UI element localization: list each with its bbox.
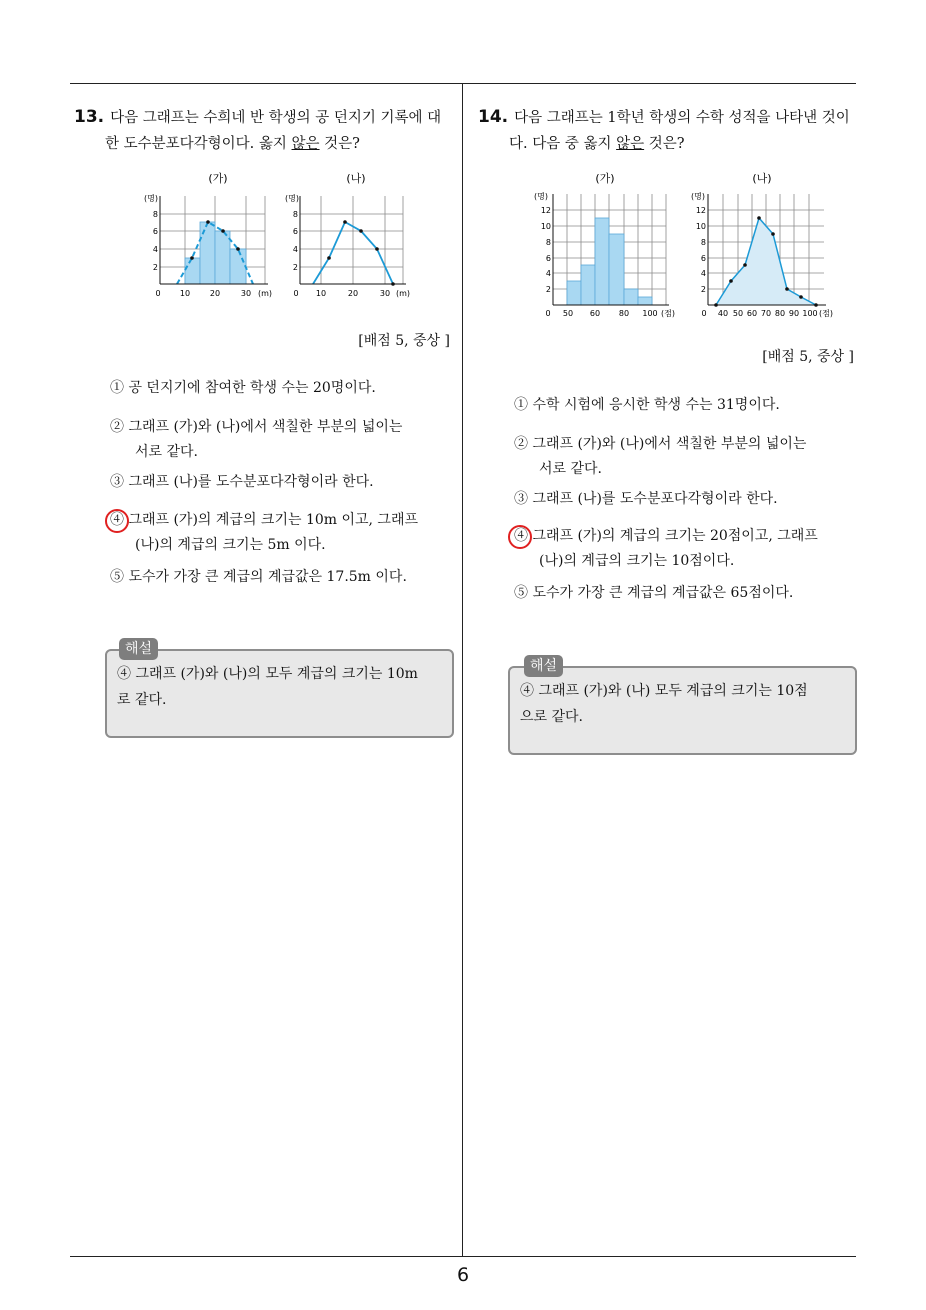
q14-na-point <box>743 263 747 267</box>
q14-ga-xtick: 100 <box>642 309 658 318</box>
q14-option-2-text2: 서로 같다. <box>539 461 602 477</box>
q13-option-5-num: ⑤ <box>110 569 124 585</box>
q13-text-line1: 다음 그래프는 수희네 반 학생의 공 던지기 기록에 대 <box>110 110 442 126</box>
q13-solution-box <box>105 649 454 738</box>
q13-text-line2a: 한 도수분포다각형이다. 옳지 <box>105 136 292 152</box>
q13-ga-point <box>221 229 225 233</box>
bottom-rule <box>70 1256 856 1257</box>
q14-ga-ytick: 8 <box>545 238 551 247</box>
q14-option-3[interactable] <box>514 487 859 512</box>
q14-na-xtick: 60 <box>746 309 758 318</box>
q14-ga-title: (가) <box>595 172 615 185</box>
q13-option-3-text: 그래프 (나)를 도수분포다각형이라 한다. <box>128 474 374 490</box>
q13-text-line2b: 것은? <box>319 136 360 152</box>
q14-option-3-num: ③ <box>514 491 528 507</box>
q14-ga-ytick: 4 <box>545 269 551 278</box>
q14-ga-bar <box>595 218 609 305</box>
q14-text-line2b: 것은? <box>644 136 685 152</box>
q13-na-point <box>327 256 331 260</box>
q14-na-xlabel: (점) <box>819 309 833 318</box>
q13-option-2-num: ② <box>110 419 124 435</box>
q14-option-4[interactable] <box>514 524 859 574</box>
q14-na-xtick: 50 <box>732 309 744 318</box>
q14-option-4-num: ④ <box>514 528 528 544</box>
q14-ga-bar <box>609 234 624 305</box>
q14-na-point <box>799 295 803 299</box>
q14-na-point <box>729 279 733 283</box>
q14-na-xtick: 90 <box>788 309 800 318</box>
q13-option-1-num: ① <box>110 380 124 396</box>
q13-ga-ytick: 2 <box>152 263 158 272</box>
q13-na-ytick: 6 <box>292 227 298 236</box>
q13-na-point <box>359 229 363 233</box>
q13-solution-line2: 로 같다. <box>117 692 167 708</box>
q14-option-1-num: ① <box>514 397 528 413</box>
q13-na-xlabel: (m) <box>396 289 411 298</box>
q14-na-ytick: 4 <box>700 269 706 278</box>
q13-ga-point <box>206 220 210 224</box>
q14-na-point <box>757 216 761 220</box>
q13-solution-tag: 해설 <box>119 638 158 660</box>
q14-option-2-num: ② <box>514 436 528 452</box>
q14-option-2-text: 그래프 (가)와 (나)에서 색칠한 부분의 넓이는 <box>532 436 807 452</box>
q13-ga-bar <box>215 231 230 284</box>
q13-option-1-text: 공 던지기에 참여한 학생 수는 20명이다. <box>128 380 376 396</box>
q14-ga-xtick: 0 <box>545 309 551 318</box>
q14-ga-ytick: 10 <box>540 222 551 231</box>
q13-ga-point <box>236 247 240 251</box>
q14-na-ytick: 8 <box>700 238 706 247</box>
q14-na-title: (나) <box>752 172 772 185</box>
q14-option-5[interactable] <box>514 581 859 606</box>
q14-ga-ylabel: (명) <box>534 192 548 201</box>
column-divider <box>462 84 463 1256</box>
q13-na-ytick: 8 <box>292 210 298 219</box>
q13-na-ylabel: (명) <box>285 194 299 203</box>
q14-na-ytick: 10 <box>695 222 706 231</box>
q14-option-1[interactable] <box>514 393 859 418</box>
q13-underlined-word: 않은 <box>291 136 320 152</box>
q14-option-1-text: 수학 시험에 응시한 학생 수는 31명이다. <box>532 397 780 413</box>
q13-na-ytick: 4 <box>292 245 298 254</box>
q14-ga-xtick: 80 <box>618 309 630 318</box>
q13-na-title: (나) <box>346 172 366 185</box>
q13-option-5-text: 도수가 가장 큰 계급의 계급값은 17.5m 이다. <box>128 569 407 585</box>
q13-ga-ytick: 6 <box>152 227 158 236</box>
q14-na-ylabel: (명) <box>691 192 705 201</box>
q14-option-2[interactable] <box>514 432 859 482</box>
q14-text-line1: 다음 그래프는 1학년 학생의 수학 성적을 나타낸 것이 <box>514 110 850 126</box>
q14-solution-box <box>508 666 857 755</box>
q13-question <box>74 104 459 157</box>
q14-text-line2a: 다. 다음 중 옳지 <box>509 136 617 152</box>
q14-na-point <box>771 232 775 236</box>
q13-ga-xtick: 0 <box>155 289 161 298</box>
q14-na-xtick: 40 <box>717 309 729 318</box>
q14-na-ytick: 12 <box>695 206 706 215</box>
q14-option-4-text: 그래프 (가)의 계급의 크기는 20점이고, 그래프 <box>532 528 818 544</box>
page-number: 6 <box>456 1264 470 1286</box>
q13-option-3[interactable] <box>110 470 455 495</box>
q13-na-xtick: 30 <box>379 289 391 298</box>
q14-option-5-text: 도수가 가장 큰 계급의 계급값은 65점이다. <box>532 585 794 601</box>
q13-na-xtick: 0 <box>293 289 299 298</box>
q13-option-4[interactable] <box>110 508 455 558</box>
q14-underlined-word: 않은 <box>616 136 645 152</box>
q14-na-xtick: 0 <box>701 309 707 318</box>
q14-na-point <box>785 287 789 291</box>
q13-chart-na <box>280 168 420 304</box>
q13-ga-ytick: 8 <box>152 210 158 219</box>
q14-option-3-text: 그래프 (나)를 도수분포다각형이라 한다. <box>532 491 778 507</box>
q14-score: [배점 5, 중상 ] <box>762 349 854 365</box>
q14-ga-xtick: 50 <box>562 309 574 318</box>
q13-option-5[interactable] <box>110 565 455 590</box>
top-rule <box>70 83 856 84</box>
q14-solution-tag: 해설 <box>524 655 563 677</box>
q14-na-area <box>716 218 816 305</box>
q14-na-xtick: 100 <box>802 309 818 318</box>
q14-ga-bar <box>624 289 638 305</box>
q13-ga-title: (가) <box>208 172 228 185</box>
q14-na-xtick: 80 <box>774 309 786 318</box>
q13-ga-xlabel: (m) <box>258 289 273 298</box>
q14-number: 14. <box>478 107 509 127</box>
q13-ga-ytick: 4 <box>152 245 158 254</box>
q14-question <box>478 104 868 157</box>
q14-solution-line1: ④ 그래프 (가)와 (나) 모두 계급의 크기는 10점 <box>520 683 808 699</box>
q13-na-point <box>375 247 379 251</box>
q13-option-2[interactable] <box>110 415 455 465</box>
q14-ga-ytick: 2 <box>545 285 551 294</box>
q14-chart-na <box>686 168 846 324</box>
q13-ga-xtick: 30 <box>240 289 252 298</box>
q13-na-xtick: 20 <box>347 289 359 298</box>
q14-na-xtick: 70 <box>760 309 772 318</box>
q14-solution-line2: 으로 같다. <box>520 709 583 725</box>
q13-ga-bar <box>230 249 246 284</box>
q14-option-5-num: ⑤ <box>514 585 528 601</box>
q13-ga-bar <box>185 258 200 284</box>
q13-option-1[interactable] <box>110 376 455 401</box>
q13-score: [배점 5, 중상 ] <box>358 333 450 349</box>
q14-ga-bar <box>567 281 581 305</box>
q13-solution-line1: ④ 그래프 (가)와 (나)의 모두 계급의 크기는 10m <box>117 666 418 682</box>
q13-ga-xtick: 20 <box>209 289 221 298</box>
q13-ga-point <box>190 256 194 260</box>
q14-ga-xlabel: (점) <box>661 309 675 318</box>
q13-option-2-text: 그래프 (가)와 (나)에서 색칠한 부분의 넓이는 <box>128 419 403 435</box>
q14-ga-ytick: 12 <box>540 206 551 215</box>
q13-chart-ga <box>140 168 280 304</box>
q13-na-point <box>343 220 347 224</box>
q14-ga-bar <box>638 297 652 305</box>
q14-chart-ga <box>528 168 683 324</box>
q14-ga-bar <box>581 265 595 305</box>
q14-ga-xtick: 60 <box>589 309 601 318</box>
q13-option-4-num: ④ <box>110 512 124 528</box>
q13-option-2-text2: 서로 같다. <box>135 444 198 460</box>
q14-option-4-text2: (나)의 계급의 크기는 10점이다. <box>539 553 735 569</box>
q13-ga-ylabel: (명) <box>144 194 158 203</box>
q13-option-4-text: 그래프 (가)의 계급의 크기는 10m 이고, 그래프 <box>128 512 419 528</box>
q14-na-ytick: 6 <box>700 254 706 263</box>
q13-option-4-text2: (나)의 계급의 크기는 5m 이다. <box>135 537 326 553</box>
q13-ga-xtick: 10 <box>179 289 191 298</box>
q13-number: 13. <box>74 107 105 127</box>
q14-ga-ytick: 6 <box>545 254 551 263</box>
q13-option-3-num: ③ <box>110 474 124 490</box>
q13-ga-bar <box>200 222 215 284</box>
q14-na-ytick: 2 <box>700 285 706 294</box>
q13-na-xtick: 10 <box>315 289 327 298</box>
q13-na-ytick: 2 <box>292 263 298 272</box>
